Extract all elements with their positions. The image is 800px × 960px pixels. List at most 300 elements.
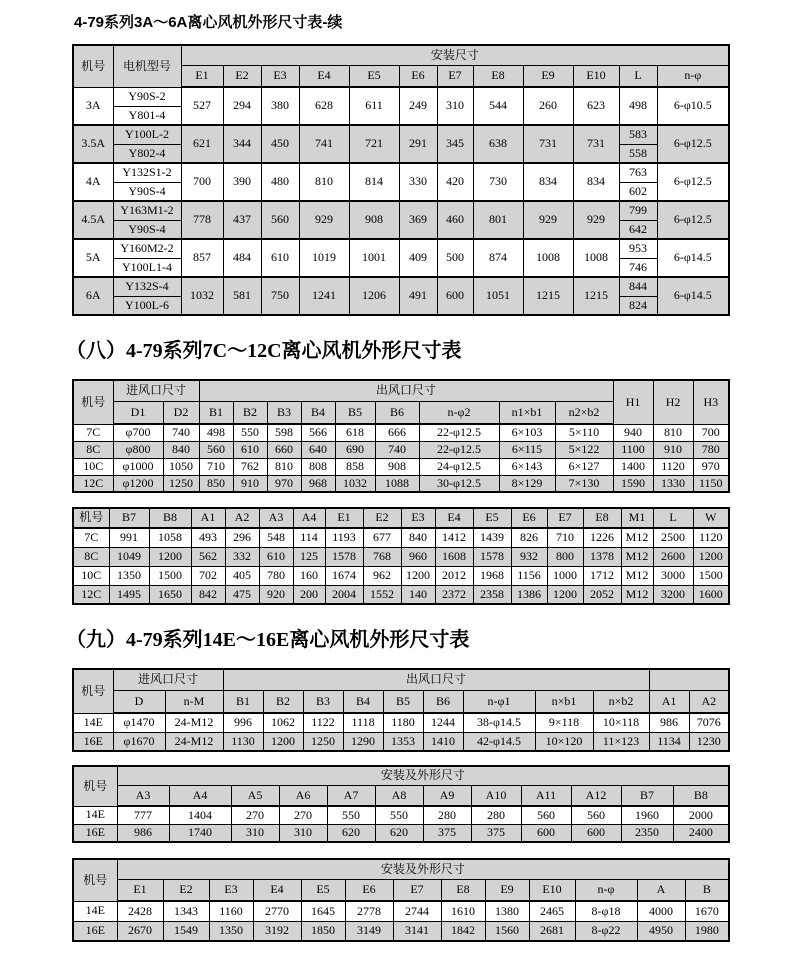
table-cell: M12 (621, 547, 653, 566)
table-cell: 1740 (169, 824, 231, 842)
header-cell: A8 (375, 785, 423, 806)
table-cell: 780 (259, 566, 293, 585)
table-cell: 2372 (435, 585, 473, 604)
table-cell: 3000 (653, 566, 693, 585)
table-cell: 991 (109, 528, 149, 547)
header-row (73, 380, 729, 401)
header-cell: n×b1 (535, 690, 593, 713)
table-cell: Y90S-2 (113, 87, 181, 106)
table-cell: 1560 (485, 921, 529, 941)
table-cell: 932 (511, 547, 547, 566)
table-cell: 666 (375, 424, 419, 441)
table-cell: 2004 (325, 585, 363, 604)
table-cell: 620 (327, 824, 375, 842)
header-cell: n-φ2 (419, 401, 499, 424)
table-cell: 1100 (613, 441, 653, 458)
table-cell: 8-φ18 (575, 901, 637, 921)
table-cell: 810 (653, 424, 693, 441)
table-cell: 6×115 (499, 441, 555, 458)
header-cell: B4 (343, 690, 383, 713)
header-cell: E6 (511, 508, 547, 528)
header-row (73, 669, 729, 690)
table-cell: 375 (471, 824, 521, 842)
table-cell: 1062 (263, 713, 303, 732)
table-cell: 581 (223, 277, 261, 315)
header-cell: E4 (299, 65, 349, 87)
table-cell: 600 (437, 277, 473, 315)
header-cell: B3 (267, 401, 301, 424)
table-cell: 1049 (109, 547, 149, 566)
header-cell: E9 (485, 879, 529, 901)
header-cell: A6 (279, 785, 327, 806)
header-cell: A11 (521, 785, 571, 806)
header-cell: n-φ (657, 65, 729, 87)
table-row (73, 163, 729, 182)
header-cell: A (637, 879, 685, 901)
table-cell: 1134 (649, 732, 689, 751)
header-cell: E1 (325, 508, 363, 528)
table-cell: 690 (335, 441, 375, 458)
table-cell: 1386 (511, 585, 547, 604)
table-cell: 6×127 (555, 458, 613, 475)
table-cell: 160 (293, 566, 325, 585)
table-row (73, 528, 729, 547)
header-cell: 电机型号 (113, 45, 181, 87)
table-cell: 762 (233, 458, 267, 475)
table-cell: 4A (73, 163, 113, 201)
table-cell: φ1670 (113, 732, 165, 751)
header-cell: H2 (653, 380, 693, 424)
table-row (73, 458, 729, 475)
table-cell: 332 (225, 547, 259, 566)
header-row (73, 879, 729, 901)
table-cell: 777 (117, 806, 169, 824)
table-cell: 420 (437, 163, 473, 201)
header-cell: E5 (349, 65, 399, 87)
table-row (73, 475, 729, 492)
table-cell: 1980 (685, 921, 729, 941)
table-cell: 22-φ12.5 (419, 424, 499, 441)
table-cell: 1290 (343, 732, 383, 751)
header-cell: B5 (335, 401, 375, 424)
table-cell: 834 (573, 163, 619, 201)
header-cell: E10 (529, 879, 575, 901)
header-cell: A5 (231, 785, 279, 806)
table-cell: 1215 (573, 277, 619, 315)
table-cell: 583 (619, 125, 657, 144)
table-3a-6a-installation-grid (72, 44, 730, 316)
table-cell: 1578 (325, 547, 363, 566)
header-cell: 机号 (73, 859, 117, 901)
table-cell: 1160 (209, 901, 253, 921)
table-cell: 3.5A (73, 125, 113, 163)
table-cell: Y100L-6 (113, 296, 181, 315)
table-cell: 1968 (473, 566, 511, 585)
table-cell: 1120 (693, 528, 729, 547)
header-cell: n2×b2 (555, 401, 613, 424)
header-cell: E5 (473, 508, 511, 528)
table-cell: 1051 (473, 277, 523, 315)
header-cell: D (113, 690, 165, 713)
table-cell: 598 (267, 424, 301, 441)
table-cell: 1250 (303, 732, 343, 751)
header-cell: A9 (423, 785, 471, 806)
table-cell: 600 (521, 824, 571, 842)
table-cell: 1241 (299, 277, 349, 315)
table-cell: 1244 (423, 713, 463, 732)
table-cell: 1495 (109, 585, 149, 604)
table-cell: 1019 (299, 239, 349, 277)
table-cell: 642 (619, 220, 657, 239)
table-cell: 369 (399, 201, 437, 239)
table-cell: 1230 (689, 732, 729, 751)
table-cell: 721 (349, 125, 399, 163)
table-cell: 962 (363, 566, 401, 585)
table-cell: 1378 (583, 547, 621, 566)
table-cell: 3141 (393, 921, 441, 941)
table-cell: 558 (619, 144, 657, 163)
table-cell: φ800 (113, 441, 163, 458)
table-cell: 10C (73, 566, 109, 585)
table-cell: 2400 (673, 824, 729, 842)
table-cell: 799 (619, 201, 657, 220)
table-cell: 2052 (583, 585, 621, 604)
table-cell: 710 (547, 528, 583, 547)
table-14e-16e-install-a (72, 765, 728, 843)
table-row (73, 441, 729, 458)
table-cell: 140 (401, 585, 435, 604)
table-cell: 929 (523, 201, 573, 239)
table-cell: 826 (511, 528, 547, 547)
header-cell: 机号 (73, 508, 109, 528)
table-cell: 2670 (117, 921, 163, 941)
table-14e-16e-install-a-grid (72, 765, 730, 843)
table-cell: 874 (473, 239, 523, 277)
table-row (73, 125, 729, 144)
table-cell: 562 (191, 547, 225, 566)
table-cell: 480 (261, 163, 299, 201)
table-cell: 390 (223, 163, 261, 201)
header-cell: A3 (259, 508, 293, 528)
table-cell: 8×129 (499, 475, 555, 492)
table-cell: 560 (571, 806, 621, 824)
table-cell: 5×122 (555, 441, 613, 458)
table-row (73, 201, 729, 220)
table-cell: 910 (233, 475, 267, 492)
table-cell: 1650 (149, 585, 191, 604)
header-cell: A1 (649, 690, 689, 713)
header-cell: E6 (345, 879, 393, 901)
table-cell: 5×110 (555, 424, 613, 441)
table-cell: 850 (199, 475, 233, 492)
table-cell: 1549 (163, 921, 209, 941)
table-cell: 700 (693, 424, 729, 441)
table-cell: 1410 (423, 732, 463, 751)
table-cell: 1343 (163, 901, 209, 921)
header-cell: B6 (423, 690, 463, 713)
table-cell: 6-φ14.5 (657, 277, 729, 315)
table-cell: 730 (473, 163, 523, 201)
table-cell: 24-M12 (165, 713, 223, 732)
table-cell: 2744 (393, 901, 441, 921)
table-cell: 1400 (613, 458, 653, 475)
table-cell: Y802-4 (113, 144, 181, 163)
header-cell: 出风口尺寸 (199, 380, 613, 401)
table-cell: 1001 (349, 239, 399, 277)
table-row (73, 713, 729, 732)
table-cell: 10C (73, 458, 113, 475)
table-cell: 260 (523, 87, 573, 125)
table-cell: 996 (223, 713, 263, 732)
table-cell: 6-φ12.5 (657, 163, 729, 201)
header-cell: 安装及外形尺寸 (117, 859, 729, 879)
table-cell: 986 (649, 713, 689, 732)
table-cell: 12C (73, 475, 113, 492)
table-cell: 610 (259, 547, 293, 566)
table-cell: 560 (521, 806, 571, 824)
header-cell: L (619, 65, 657, 87)
table-cell: Y90S-4 (113, 220, 181, 239)
table-cell: Y163M1-2 (113, 201, 181, 220)
table-cell: 858 (335, 458, 375, 475)
table-cell: 1200 (547, 585, 583, 604)
header-cell: E3 (401, 508, 435, 528)
table-cell: 840 (163, 441, 199, 458)
table-cell: 498 (199, 424, 233, 441)
table-cell: 1850 (301, 921, 345, 941)
section-9-title: （九）4-79系列14E～16E离心风机外形尺寸表 (66, 629, 470, 651)
table-cell: 1590 (613, 475, 653, 492)
header-cell: B4 (301, 401, 335, 424)
table-cell: 810 (299, 163, 349, 201)
header-cell: A12 (571, 785, 621, 806)
header-cell: A4 (293, 508, 325, 528)
table-cell: 550 (233, 424, 267, 441)
table-cell: 1578 (473, 547, 511, 566)
table-cell: 270 (231, 806, 279, 824)
table-cell: 1500 (149, 566, 191, 585)
header-cell: E8 (473, 65, 523, 87)
table-cell: 1200 (693, 547, 729, 566)
header-cell: 机号 (73, 669, 113, 713)
table-cell: 6×103 (499, 424, 555, 441)
header-cell: n×b2 (593, 690, 649, 713)
table-cell: 527 (181, 87, 223, 125)
table-cell: 1712 (583, 566, 621, 585)
table-cell: M12 (621, 585, 653, 604)
table-cell: 1215 (523, 277, 573, 315)
table-cell: 970 (267, 475, 301, 492)
table-cell: 493 (191, 528, 225, 547)
table-cell: 2681 (529, 921, 575, 941)
table-cell: 450 (261, 125, 299, 163)
table-cell: 1150 (693, 475, 729, 492)
table-cell: 1600 (693, 585, 729, 604)
table-cell: 740 (375, 441, 419, 458)
header-cell: 进风口尺寸 (113, 380, 199, 401)
header-cell: E2 (163, 879, 209, 901)
table-cell: 640 (301, 441, 335, 458)
table-cell: 8C (73, 547, 109, 566)
table-cell: 330 (399, 163, 437, 201)
table-cell: 7C (73, 528, 109, 547)
table-cell: 310 (279, 824, 327, 842)
table-cell: 731 (523, 125, 573, 163)
table-cell: 1645 (301, 901, 345, 921)
table-cell: 280 (471, 806, 521, 824)
header-cell: E5 (301, 879, 345, 901)
table-cell: 2358 (473, 585, 511, 604)
table-cell: 560 (261, 201, 299, 239)
table-cell: 1120 (653, 458, 693, 475)
header-cell: 安装尺寸 (181, 45, 729, 65)
header-cell: 机号 (73, 45, 113, 87)
table-cell: 4000 (637, 901, 685, 921)
table-cell: 1156 (511, 566, 547, 585)
table-row (73, 921, 729, 941)
table-cell: φ700 (113, 424, 163, 441)
table-cell: 1404 (169, 806, 231, 824)
table-cell: 960 (401, 547, 435, 566)
table-cell: 294 (223, 87, 261, 125)
table-cell: 600 (571, 824, 621, 842)
table-cell: 6-φ14.5 (657, 239, 729, 277)
table-cell: 710 (199, 458, 233, 475)
table-cell: 1032 (335, 475, 375, 492)
table-cell: 560 (199, 441, 233, 458)
table-cell: 623 (573, 87, 619, 125)
table-cell: 840 (401, 528, 435, 547)
table-cell: 7×130 (555, 475, 613, 492)
header-cell: 安装及外形尺寸 (117, 766, 729, 785)
table-row (73, 806, 729, 824)
table-cell: 1008 (573, 239, 619, 277)
header-cell: n1×b1 (499, 401, 555, 424)
table-cell: 5A (73, 239, 113, 277)
table-cell: 310 (231, 824, 279, 842)
table-cell: 249 (399, 87, 437, 125)
table-cell: 291 (399, 125, 437, 163)
table-row (73, 277, 729, 296)
table-cell: 1200 (401, 566, 435, 585)
header-cell: A2 (225, 508, 259, 528)
table-cell: 1350 (109, 566, 149, 585)
table-cell: 677 (363, 528, 401, 547)
table-row (73, 732, 729, 751)
table-cell: 920 (259, 585, 293, 604)
table-cell: 24-M12 (165, 732, 223, 751)
table-cell: 4.5A (73, 201, 113, 239)
table-cell: 700 (181, 163, 223, 201)
table-cell: 780 (693, 441, 729, 458)
table-row (73, 87, 729, 106)
table-cell: 3200 (653, 585, 693, 604)
table-cell: φ1000 (113, 458, 163, 475)
table-cell: Y90S-4 (113, 182, 181, 201)
header-cell: A3 (117, 785, 169, 806)
header-row (73, 859, 729, 879)
table-cell: 986 (117, 824, 169, 842)
table-cell: 544 (473, 87, 523, 125)
header-cell: A1 (191, 508, 225, 528)
table-cell: 908 (349, 201, 399, 239)
table-cell: 1122 (303, 713, 343, 732)
table-cell: 6-φ10.5 (657, 87, 729, 125)
table-cell: 660 (267, 441, 301, 458)
header-cell: 机号 (73, 766, 117, 806)
table-row (73, 547, 729, 566)
header-cell: E1 (117, 879, 163, 901)
table-cell: 2500 (653, 528, 693, 547)
table-cell: 1050 (163, 458, 199, 475)
table-cell: 491 (399, 277, 437, 315)
header-cell: E7 (547, 508, 583, 528)
table-cell: 8-φ22 (575, 921, 637, 941)
table-cell: 380 (261, 87, 299, 125)
table-cell: 746 (619, 258, 657, 277)
table-cell: 344 (223, 125, 261, 163)
table-cell: 1250 (163, 475, 199, 492)
table-cell: 1200 (149, 547, 191, 566)
table-cell: M12 (621, 566, 653, 585)
table-cell: 437 (223, 201, 261, 239)
table-cell: 4950 (637, 921, 685, 941)
table-cell: 834 (523, 163, 573, 201)
header-cell: E4 (435, 508, 473, 528)
table-cell: 2000 (673, 806, 729, 824)
table-cell: 2600 (653, 547, 693, 566)
table-row (73, 901, 729, 921)
header-cell: M1 (621, 508, 653, 528)
header-cell: L (653, 508, 693, 528)
header-cell: E2 (363, 508, 401, 528)
header-cell: H3 (693, 380, 729, 424)
table-cell: 42-φ14.5 (463, 732, 535, 751)
table-cell: 620 (375, 824, 423, 842)
header-cell: A10 (471, 785, 521, 806)
page-title: 4-79系列3A～6A离心风机外形尺寸表-续 (74, 14, 343, 31)
table-cell: 1180 (383, 713, 423, 732)
table-cell: 750 (261, 277, 299, 315)
table-cell: 1842 (441, 921, 485, 941)
table-cell: 1674 (325, 566, 363, 585)
table-14e-16e-install-e (72, 858, 728, 942)
table-7c-12c-overall-grid (72, 507, 730, 605)
table-cell: 1350 (209, 921, 253, 941)
table-cell: 6-φ12.5 (657, 125, 729, 163)
table-cell: 14E (73, 713, 113, 732)
table-cell: 14E (73, 806, 117, 824)
table-14e-16e-inlet-outlet-grid (72, 668, 730, 752)
table-cell: 801 (473, 201, 523, 239)
table-cell: 345 (437, 125, 473, 163)
header-cell: B3 (303, 690, 343, 713)
table-cell: 857 (181, 239, 223, 277)
table-cell: 2350 (621, 824, 673, 842)
table-cell: 970 (693, 458, 729, 475)
table-cell: 842 (191, 585, 225, 604)
table-cell: 11×123 (593, 732, 649, 751)
header-cell: A2 (689, 690, 729, 713)
header-cell: E9 (523, 65, 573, 87)
header-cell: E8 (583, 508, 621, 528)
table-cell: Y801-4 (113, 106, 181, 125)
table-cell: 1226 (583, 528, 621, 547)
table-cell: φ1470 (113, 713, 165, 732)
header-cell: n-M (165, 690, 223, 713)
table-cell: 908 (375, 458, 419, 475)
table-cell: 2012 (435, 566, 473, 585)
